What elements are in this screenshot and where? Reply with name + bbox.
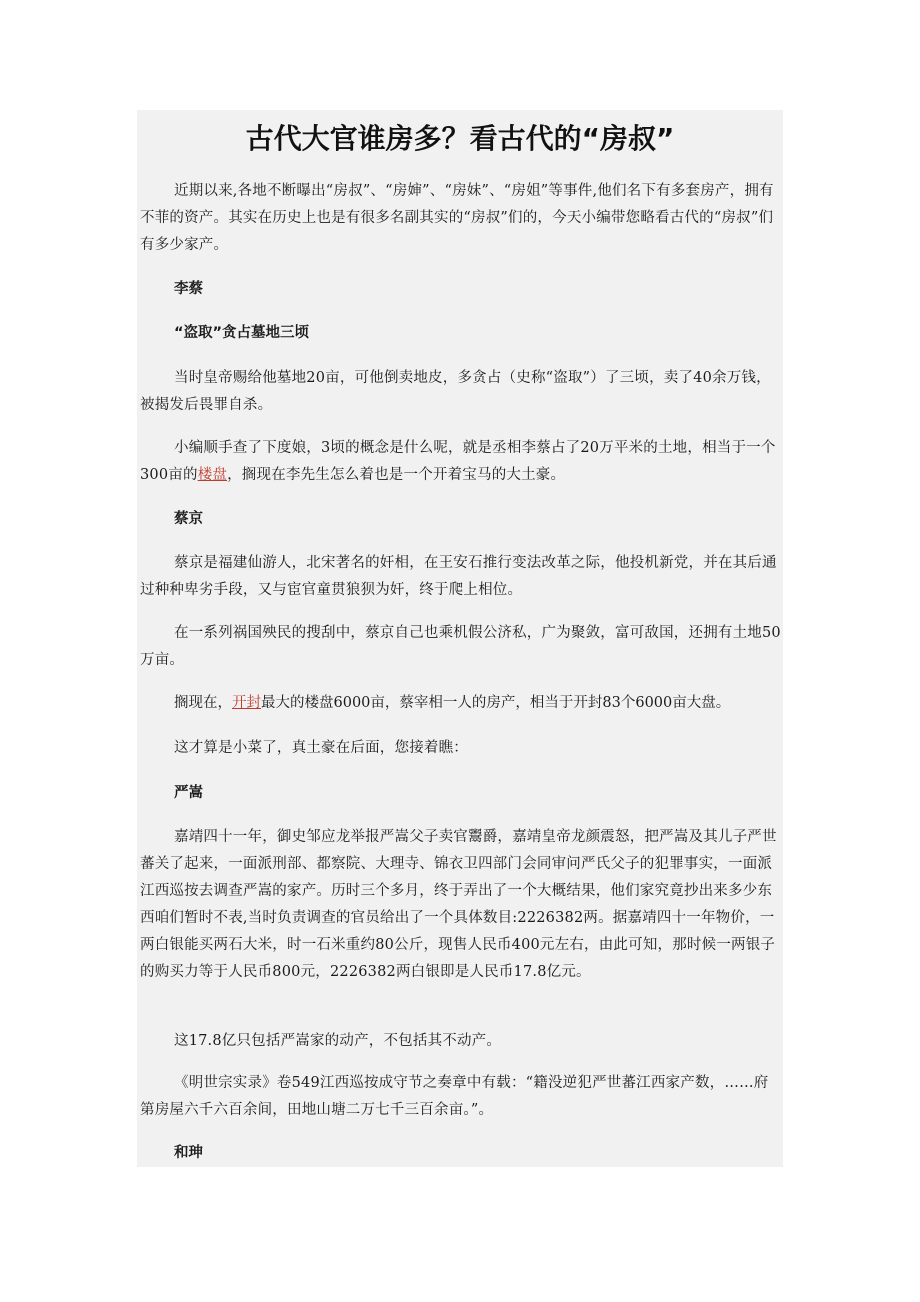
section-subheading-li-cai: “盗取”贪占墓地三顷 [174,325,310,341]
li-cai-p2-text-after: ，搁现在李先生怎么着也是一个开着宝马的大土豪。 [227,467,566,483]
li-cai-paragraph-1: 当时皇帝赐给他墓地20亩，可他倒卖地皮，多贪占（史称“盗取”）了三顷，卖了40余万钱，被揭发后畏罪自杀。 [140,370,771,413]
section-heading-li-cai: 李蔡 [174,281,203,297]
cai-jing-p3-text-after: 最大的楼盘6000亩，蔡宰相一人的房产，相当于开封83个6000亩大盘。 [261,695,731,711]
loupan-link[interactable]: 楼盘 [197,467,228,483]
section-heading-cai-jing: 蔡京 [174,511,203,527]
cai-jing-paragraph-3 [140,690,783,717]
cai-jing-paragraph-4: 这才算是小菜了，真土豪在后面，您接着瞧： [174,740,468,756]
cai-jing-paragraph-1: 蔡京是福建仙游人，北宋著名的奸相，在王安石推行变法改革之际，他投机新党，并在其后通过种种卑劣手段，又与宦官童贯狼狈为奸，终于爬上相位。 [140,555,777,598]
kaifeng-link[interactable]: 开封 [232,695,261,711]
yan-song-paragraph-2: 这17.8亿只包括严嵩家的动产，不包括其不动产。 [174,1033,502,1049]
cai-jing-paragraph-2: 在一系列祸国殃民的搜刮中，蔡京自己也乘机假公济私，广为聚敛，富可敌国，还拥有土地50万亩。 [140,625,781,668]
cai-jing-p3-text-before: 搁现在， [174,695,232,711]
li-cai-paragraph-2 [140,435,783,489]
yan-song-paragraph-3: 《明世宗实录》卷549江西巡按成守节之奏章中有载：“籍没逆犯严世蕃江西家产数，……府第房屋六千六百余间，田地山塘二万七千三百余亩。”。 [140,1075,769,1118]
article-title: 古代大官谁房多？看古代的“房叔” [245,122,675,155]
yan-song-paragraph-1: 嘉靖四十一年，御史邹应龙举报严嵩父子卖官鬻爵，嘉靖皇帝龙颜震怒，把严嵩及其儿子严世蕃关了起来，一面派刑部、都察院、大理寺、锦衣卫四部门会同审问严氏父子的犯罪事实，一面派江西巡按去调查严嵩的家产。历时三个多月，终于弄出了一个大概结果，他们家究竟抄出来多少东西咱们暂时不表,当时负责调查的官员给出了一个具体数目:2226382两。据嘉靖四十一年物价，一两白银能买两石大米，时一石米重约80公斤，现售人民币400元左右，由此可知，那时候一两银子的购买力等于人民币800元，2226382两白银即是人民币17.8亿元。 [140,829,777,980]
section-heading-yan-song: 严嵩 [174,785,203,801]
li-cai-p2-text-before: 小编顺手查了下度娘，3顷的概念是什么呢，就是丞相李蔡占了20万平米的土地，相当于一个300亩的 [140,440,776,483]
section-heading-he-shen: 和珅 [174,1145,203,1161]
article-body [137,110,783,1167]
intro-paragraph: 近期以来,各地不断曝出“房叔”、“房婶”、“房妹”、“房姐”等事件,他们名下有多套房产，拥有不菲的资产。其实在历史上也是有很多名副其实的“房叔”们的，今天小编带您略看古代的“房叔”们有多少家产。 [140,183,774,253]
